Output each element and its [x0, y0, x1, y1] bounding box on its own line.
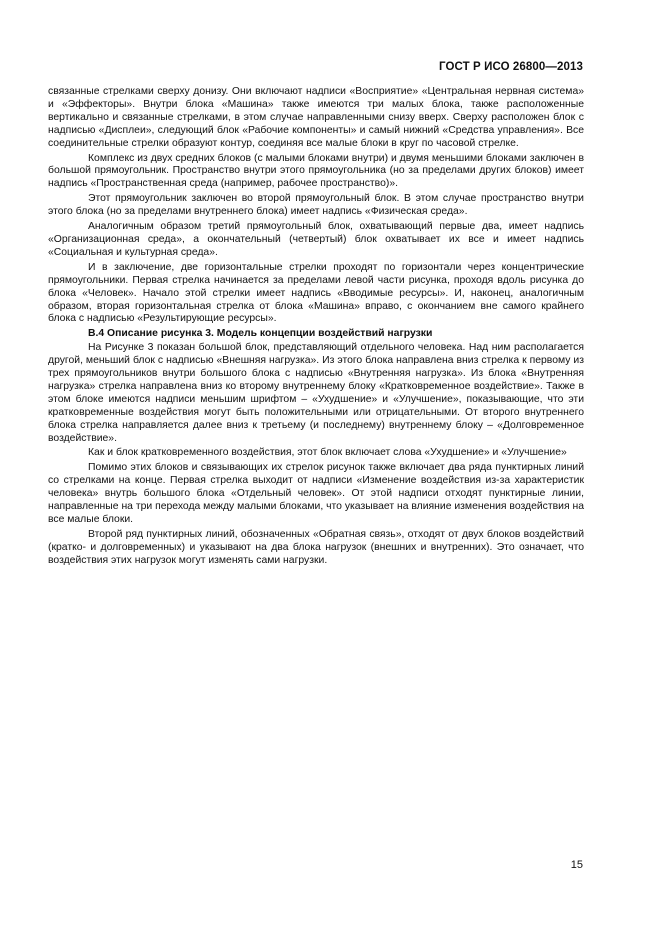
- paragraph: Аналогичным образом третий прямоугольный блок, охватывающий первые два, имеет надпись «Организационная среда», а окончательный (четвертый) блок охватывает их все и имеет надпись «Социальная и культурная среда».: [48, 221, 584, 258]
- paragraph: На Рисунке 3 показан большой блок, представляющий отдельного человека. Над ним располагается другой, меньший блок с надписью «Внешняя нагрузка». Из этого блока направлена вниз стрелка к первому из трех прямоугольников внутри большого блока с надписью «Внутренняя нагрузка». Из блока «Внутренняя нагрузка» стрелка направлена вниз ко второму внутреннему блоку «Кратковременное воздействие». Также в этом блоке имеются надписи меньшим шрифтом – «Ухудшение» и «Улучшение», показывающие, что эти кратковременные воздействия могут быть положительными или отрицательными. От второго внутреннего блока стрелка направляется далее вниз к третьему (и последнему) внутреннему блоку – «Долговременное воздействие».: [48, 342, 584, 444]
- paragraph: Помимо этих блоков и связывающих их стрелок рисунок также включает два ряда пунктирных линий со стрелками на конце. Первая стрелка выходит от надписи «Изменение воздействия из-за характеристик человека» внутрь большого блока «Отдельный человек». От этой надписи отходят пунктирные линии, направленные на три перехода между малыми блоками, что указывает на влияние изменения воздействия на все малые блоки.: [48, 462, 584, 525]
- paragraph: Комплекс из двух средних блоков (с малыми блоками внутри) и двумя меньшими блоками заключен в большой прямоугольник. Пространство внутри этого прямоугольника (но за пределами других блоков) имеет надпись «Пространственная среда (например, рабочее пространство)».: [48, 152, 584, 190]
- document-header: ГОСТ Р ИСО 26800—2013: [438, 61, 583, 73]
- paragraph: Как и блок кратковременного воздействия, этот блок включает слова «Ухудшение» и «Улучшение»: [88, 447, 567, 459]
- paragraph: И в заключение, две горизонтальные стрелки проходят по горизонтали через концентрические прямоугольники. Первая стрелка начинается за пределами левой части рисунка, проходя вдоль рисунка до блока «Человек». Начало этой стрелки имеет надпись «Вводимые ресурсы». И, наконец, аналогичным образом, вторая горизонтальная стрелка от блока «Машина» вправо, с окончанием вне самого крайнего блока с надписью «Результирующие ресурсы».: [48, 261, 584, 325]
- page-number: 15: [570, 859, 583, 871]
- paragraph: связанные стрелками сверху донизу. Они включают надписи «Восприятие» «Центральная нервная система» и «Эффекторы». Внутри блока «Машина» также имеются три малых блока, также расположенные вертикально и связанные стрелками, в этом случае направленными снизу вверх. Сверху расположен блок с надписью «Дисплеи», следующий блок «Рабочие компоненты» и самый нижний «Средства управления». Все соединительные стрелки образуют контур, соединяя все малые блоки в круг по часовой стрелке.: [48, 86, 584, 149]
- paragraph: Этот прямоугольник заключен во второй прямоугольный блок. В этом случае пространство внутри этого блока (но за пределами внутреннего блока) имеет надпись «Физическая среда».: [48, 193, 584, 218]
- section-heading: В.4 Описание рисунка 3. Модель концепции воздействий нагрузки: [88, 328, 433, 340]
- document-body: [48, 86, 584, 570]
- paragraph: Второй ряд пунктирных линий, обозначенных «Обратная связь», отходят от двух блоков воздействий (кратко- и долговременных) и указывают на два блока нагрузок (внешних и внутренних). Это означает, что воздействия этих нагрузок могут изменять сами нагрузки.: [48, 528, 584, 566]
